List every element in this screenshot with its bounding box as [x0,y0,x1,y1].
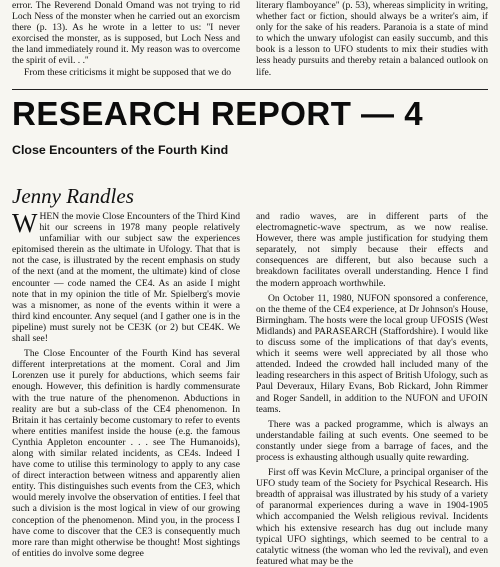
top-left-paragraph-2: From these criticisms it might be supposed that we do [24,66,232,78]
top-right-column [256,0,488,78]
author-name: Jenny Randles [12,184,134,208]
body-right-paragraph-1: and radio waves, are in different parts of the electromagnetic-wave spectrum, as we now realise. However, there was ample justification for studying them separately, not simply because their effects and consequences are different, but also because such a breakdown facilitates overall understanding. Hence I find the modern approach worthwhile. [256,211,488,289]
body-left-paragraph-2: The Close Encounter of the Fourth Kind has several different interpretations at the moment. Coral and Jim Lorenzen use it purely for abductions, which seems fair enough. However, this definition is hardly commensurate with the true nature of the phenomenon. Abductions in reality are but a sub-class of the CE4 phenomenon. In Britain it has certainly become customary to refer to events where entities manifest inside the house (e.g. the famous Cynthia Appleton encounter . . . see The Humanoids), along with similar related incidents, as CE4s. Indeed I have come to utilise this terminology to apply to any case of direct interaction between witness and apparently alien entity. This distinguishes such events from the CE3, which would merely involve the observation of entities. I feel that such a division is the most logical in view of our growing conception of the phenomenon. Mind you, in the process I have come to discover that the CE3 is consequently much more rare than might otherwise be thought! Most sightings of entities do involve some degree [12,348,240,559]
section-divider [12,89,488,90]
report-title: RESEARCH REPORT — 4 [12,95,424,132]
drop-cap: W [12,208,38,238]
body-left-paragraph-1 [12,208,240,345]
body-left-paragraph-1-text: HEN the movie Close Encounters of the Third Kind hit our screens in 1978 many people relatively unfamiliar with our subject saw the experiences epitomised therein as the ultimate in Ufology. That that is not the case, is illustrated by the recent emphasis on study of the next (and at the moment, the ultimate) kind of close encounter — code named the CE4. As an aside I might note that in my opinion the title of Mr. Spielberg's movie was a misnomer, as none of the events within it were a third kind encounter. Any sequel (and I gather one is in the pipeline) must surely not be CE3K (or 2) but CE4K. We shall see! [12,211,240,345]
top-left-paragraph-1: error. The Reverend Donald Omand was not trying to rid Loch Ness of the monster when he carried out an exorcism there (p. 13). As he wrote in a letter to us: ''I never exorcised the monster, as is supposed, but Loch Ness and the land immediately round it. My reason was to overcome the spirit of evil. . .'' [12,0,240,67]
body-right-column [256,211,488,567]
top-left-column [12,0,240,78]
body-right-paragraph-3: There was a packed programme, which is always an understandable failing at such events. One seemed to be constantly under siege from a barrage of faces, and the process is exhausting although usually quite rewarding. [256,418,488,463]
body-right-paragraph-4: First off was Kevin McClure, a principal organiser of the UFO study team of the Society for Psychical Research. His breadth of appraisal was illustrated by his study of a variety of paranormal experiences during a wave in 1904-1905 which accompanied the Welsh religious revival. Incidents which his extensive research has dug out include many typical UFO sightings, which seemed to be central to a catalytic witness (the woman who led the revival), and even featured what may be the [256,467,488,567]
body-left-column [12,208,240,559]
body-right-paragraph-2: On October 11, 1980, NUFON sponsored a conference, on the theme of the CE4 experience, at Dr Johnson's House, Birmingham. The hosts were the local group UFOSIS (West Midlands) and PARASEARCH (Staffordshire). I would like to discuss some of the implications of that day's events, which it seems were well appreciated by all those who attended. Indeed the crowded hall included many of the leading researchers in this aspect of British Ufology, such as Paul Deveraux, Hilary Evans, Bob Rickard, John Rimmer and Roger Sandell, in addition to the NUFON and UFOIN teams. [256,292,488,415]
top-right-paragraph-1: literary flamboyance" (p. 53), whereas simplicity in writing, whether fact or fiction, should always be a writer's aim, if only for the sake of his readers. Paranoia is a state of mind to which the unwary ufologist can easily succumb, and this book is a lesson to UFO students to mix their studies with less heady pursuits and thereby retain a balanced outlook on life. [256,0,488,78]
article-subtitle: Close Encounters of the Fourth Kind [12,143,229,157]
